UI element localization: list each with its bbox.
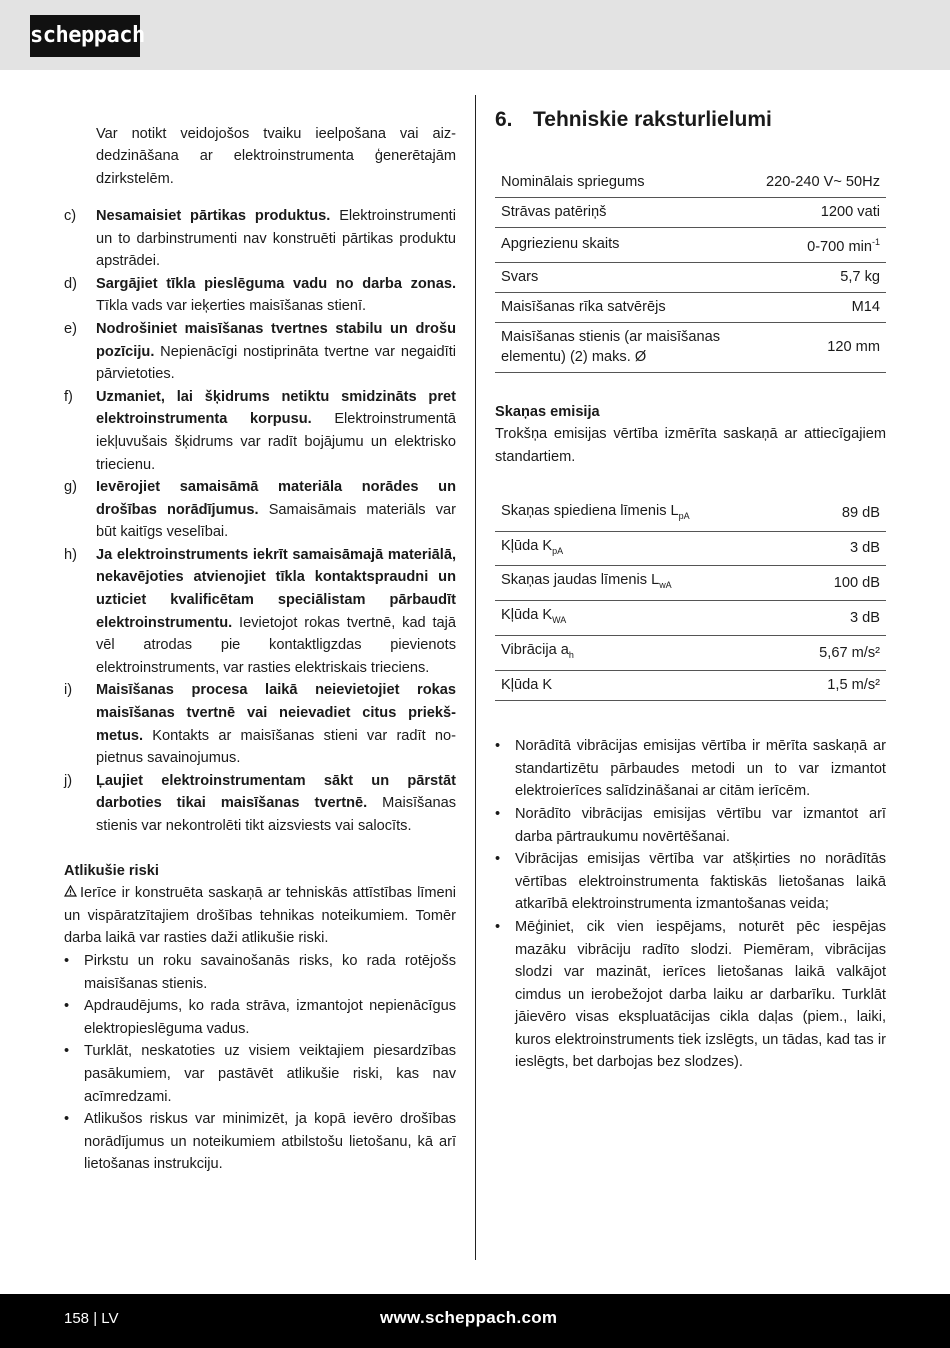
noise-label-text: Vibrācija a [501, 642, 569, 659]
spec-label: Maisīšanas rīka satvērējs [495, 292, 760, 322]
spec-value [760, 262, 886, 292]
bullet-text: Norādīto vibrācijas emisijas vērtību var izmantot arī darba pārtraukumu novērtēšanai. [515, 805, 886, 845]
right-column [495, 106, 886, 1074]
page-header [0, 0, 950, 70]
noise-label [495, 531, 782, 566]
page-footer [0, 1294, 950, 1348]
noise-label-subscript: pA [678, 510, 690, 521]
item-body-text: Elektroinstrumentā iekļuvušais šķidrums var radīt bojājumu un elektrisko triecienu. [96, 411, 456, 473]
spec-row [495, 228, 886, 263]
bullet-item [64, 1108, 456, 1176]
bullet-text: Pirkstu un roku savainošanās risks, ko rada rotējošs maisīšanas stienis. [84, 952, 456, 992]
spec-value-text: 220-240 V~ 50Hz [766, 174, 880, 190]
noise-row [495, 566, 886, 601]
spec-row [495, 262, 886, 292]
item-label: e) [64, 320, 77, 337]
noise-label-text: Skaņas jaudas līmenis L [501, 572, 660, 589]
item-text [96, 386, 456, 476]
spec-value [760, 322, 886, 372]
bullet-icon: • [495, 738, 501, 755]
column-divider [475, 95, 476, 1260]
item-label: d) [64, 275, 77, 292]
noise-row [495, 671, 886, 701]
safety-items-list [64, 205, 456, 838]
safety-item [64, 679, 456, 769]
spec-value [760, 292, 886, 322]
residual-risks-title: Atlikušie riski [64, 862, 159, 879]
noise-label-text: Kļūda K [501, 607, 553, 624]
noise-value: 5,67 m/s² [782, 636, 886, 671]
page-number: 158 | LV [64, 1310, 119, 1327]
noise-row [495, 531, 886, 566]
spec-value [760, 228, 886, 263]
noise-label [495, 636, 782, 671]
item-bold-text: Maisīšanas procesa laikā neievietojiet rokas maisīšanas tvertnē vai neievadiet citus priekšmetus. [96, 682, 456, 744]
spec-label: Nominālais spriegums [495, 156, 760, 198]
bullet-icon: • [64, 952, 70, 969]
noise-emission-text: Trokšņa emisijas vērtība izmērīta saskaņā ar attiecīgajiem standartiem. [495, 426, 886, 466]
item-label: c) [64, 207, 77, 224]
item-body-text: Tīkla vads var ieķerties maisīšanas stienī. [96, 298, 367, 315]
bullet-icon: • [495, 918, 501, 935]
vibration-notes-list [495, 735, 886, 1074]
bullet-item [495, 803, 886, 848]
item-bold-text: Nesamaisiet pārtikas produktus. [96, 207, 331, 224]
bullet-text: Atlikušos riskus var minimizēt, ja kopā ievēro drošības norādījumus un noteikumiem atbilstošu lietošanu, kā arī lietošanas instrukciju. [84, 1111, 456, 1173]
spec-label: Apgriezienu skaits [495, 228, 760, 263]
residual-risks-intro: Ierīce ir konstruēta saskaņā ar tehniskās attīstības līmeni un vispāratzītajiem drošības tehnikas noteikumiem. Tomēr darba laikā var rasties daži atlikušie riski. [64, 882, 456, 950]
noise-label [495, 497, 782, 531]
item-bold-text: Sargājiet tīkla pieslēguma vadu no darba zonas. [96, 275, 456, 292]
item-label: f) [64, 388, 73, 405]
item-label: h) [64, 546, 77, 563]
bullet-item [495, 916, 886, 1074]
item-body-text: Samaisāmais materiāls var būt kaitīgs veselībai. [96, 501, 456, 541]
item-label: g) [64, 479, 77, 496]
noise-row [495, 497, 886, 531]
bullet-text: Norādītā vibrācijas emisijas vērtība ir mērīta saskaņā ar standartizētu pārbaudes metodi un to var izmantot elektroierīces salīdzināšanai ar citām ierīcēm. [515, 738, 886, 800]
section-title: Tehniskie raksturlielumi [533, 108, 772, 131]
bullet-icon: • [64, 1111, 70, 1128]
spec-value-superscript: -1 [871, 237, 880, 247]
safety-item [64, 318, 456, 386]
noise-row [495, 636, 886, 671]
item-body-text: Kontakts ar maisīšanas stieni var radīt nopietnus savainojumus. [96, 727, 456, 767]
noise-value: 1,5 m/s² [782, 671, 886, 701]
bullet-item [64, 1040, 456, 1108]
item-body-text: Ievietojot rokas tvertnē, kad tajā vēl atrodas pie kontaktligzdas pievienots elektroinstruments, var rasties elektriskais trieciens. [96, 614, 456, 676]
safety-item [64, 544, 456, 680]
noise-label-text: Skaņas spiediena līmenis L [501, 502, 679, 519]
item-bold-text: Ievērojiet samaisāmā materiāla norādes un drošības norādījumus. [96, 479, 456, 518]
noise-label [495, 671, 782, 701]
bullet-icon: • [64, 1043, 70, 1060]
section-heading [495, 106, 886, 156]
spec-value-text: 120 mm [827, 338, 880, 355]
warning-triangle-icon [64, 882, 80, 905]
spec-label: Svars [495, 262, 760, 292]
noise-label-subscript: WA [552, 615, 567, 626]
item-text [96, 273, 456, 318]
spec-value [760, 156, 886, 198]
noise-value: 100 dB [782, 566, 886, 601]
safety-item [64, 770, 456, 838]
bullet-text: Mēģiniet, cik vien iespējams, noturēt pēc iespējas mazāku vibrāciju radīto slodzi. Piemēram, vibrācijas slodzi var mazināt, ierīces lietošanas laikā valkājot cimdus un ierobežojot darba laiku ar darbarīku. Turklāt jāievēro visas ekspluatācijas cikla daļas (piem., laiki, kuros elektroinstruments tiek izslēgts, un tādas, kad tas ir ieslēgts, bet darbojas bez slodzes). [515, 918, 886, 1071]
brand-logo: scheppach [30, 15, 140, 57]
noise-label [495, 601, 782, 636]
bullet-icon: • [495, 805, 501, 822]
noise-label [495, 566, 782, 601]
item-bold-text: Ja elektroinstruments iekrīt samaisāmajā materiālā, nekavējoties atvienojiet tīkla kontaktspraudni un uzticiet kvalificētam speciālistam pārbaudīt elektroinstrumentu. [96, 546, 456, 631]
item-body-text: Elektroinstrumenti un to darbinstrumenti nav konstruēti pārtikas produktu apstrādei. [96, 207, 456, 270]
noise-data-table [495, 497, 886, 702]
bullet-item [495, 735, 886, 803]
item-text [96, 205, 456, 273]
noise-row [495, 601, 886, 636]
section-number: 6. [495, 108, 513, 131]
bullet-item [495, 848, 886, 916]
spec-value-text: 0-700 min [807, 238, 872, 255]
noise-label-subscript: pA [552, 545, 564, 556]
noise-value: 3 dB [782, 601, 886, 636]
noise-value: 89 dB [782, 497, 886, 531]
item-bold-text: Uzmaniet, lai šķidrums netiktu smidzināts pret elektroinstrumenta korpusu. [96, 388, 456, 428]
item-bold-text: Nodrošiniet maisīšanas tvertnes stabilu un drošu pozīciju. [96, 320, 456, 360]
safety-item [64, 476, 456, 544]
bullet-text: Vibrācijas emisijas vērtība var atšķirties no norādītās vērtības elektroinstrumenta faktiskās lietošanas laikā atkarībā elektroinstrumenta izmantošanas veida; [515, 851, 886, 913]
bullet-icon: • [64, 998, 70, 1015]
spec-row [495, 292, 886, 322]
left-column [64, 108, 456, 1176]
website-link[interactable]: www.scheppach.com [380, 1308, 558, 1327]
intro-text: Var notikt veidojošos tvaiku ieelpošana vai aizdedzināšana ar elektroinstrumenta ģenerētajām dzirkstelēm. [96, 125, 456, 187]
safety-item [64, 273, 456, 318]
item-text [96, 770, 456, 838]
item-bold-text: Ļaujiet elektroinstrumentam sākt un pārstāt darboties tikai maisīšanas tvertnē. [96, 772, 456, 812]
item-text [96, 679, 456, 769]
spec-row [495, 322, 886, 372]
item-body-text: Nepienācīgi nostiprināta tvertne var negaidīti pārvietoties. [96, 343, 456, 383]
spec-value-text: M14 [851, 298, 880, 315]
spec-value-text: 1200 vati [820, 204, 880, 220]
noise-label-subscript: h [568, 650, 574, 661]
spec-value [760, 198, 886, 228]
item-text [96, 476, 456, 544]
spec-value-text: 5,7 kg [840, 268, 880, 285]
item-label: j) [64, 772, 73, 789]
bullet-item [64, 995, 456, 1040]
bullet-text: Turklāt, neskatoties uz visiem veiktajiem piesardzības pasākumiem, var pastāvēt atlikušie riski, kas nav acīmredzami. [84, 1043, 456, 1105]
spec-label: Strāvas patēriņš [495, 198, 760, 228]
bullet-text: Apdraudējums, ko rada strāva, izmantojot nepienācīgus elektropieslēguma vadus. [84, 998, 456, 1037]
residual-risks-list [64, 950, 456, 1176]
noise-label-subscript: wA [659, 580, 672, 591]
noise-value: 3 dB [782, 531, 886, 566]
item-text [96, 318, 456, 386]
spec-row [495, 198, 886, 228]
item-body-text: Maisīšanas stienis var nekontrolēti tikt aizsviests vai salocīts. [96, 795, 456, 834]
safety-item [64, 386, 456, 476]
spec-label: Maisīšanas stienis (ar maisīšanas elementu) (2) maks. Ø [495, 322, 760, 372]
noise-label-text: Kļūda K [501, 677, 553, 694]
spec-row [495, 156, 886, 198]
bullet-item [64, 950, 456, 995]
bullet-icon: • [495, 851, 501, 868]
technical-data-table [495, 156, 886, 373]
noise-label-text: Kļūda K [501, 537, 553, 554]
noise-emission-title: Skaņas emisija [495, 403, 600, 420]
item-label: i) [64, 682, 73, 699]
safety-item [64, 205, 456, 273]
item-text [96, 544, 456, 680]
